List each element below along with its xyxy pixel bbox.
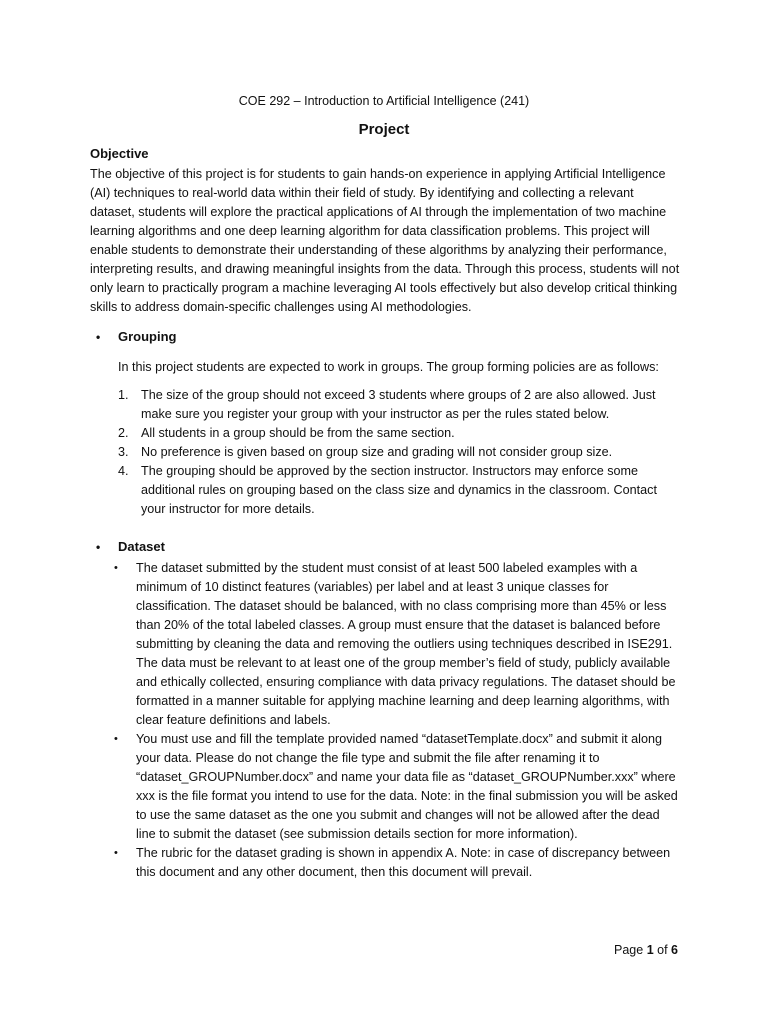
current-page: 1: [646, 943, 654, 957]
grouping-heading: [96, 329, 177, 344]
list-number: 2.: [118, 426, 129, 440]
list-item-text: The rubric for the dataset grading is shown in appendix A. Note: in case of discrepancy between this document and any other document, then this document will prevail.: [136, 846, 671, 879]
list-item-text: The size of the group should not exceed 3 students where groups of 2 are also allowed. Just make sure you register your group with your instructor as per the rules stated below.: [141, 388, 656, 421]
list-item-text: The dataset submitted by the student must consist of at least 500 labeled examples with a minimum of 10 distinct features (variables) per label and at least 3 unique classes for classification. The dataset should be balanced, with no class comprising more than 45% or less than 20% of the total labeled classes. A group must ensure that the dataset is balanced before submitting by cleaning the data and removing the outliers using techniques described in ISE291. The data must be relevant to at least one of the group member’s field of study, publicly available and ethically collected, ensuring compliance with data privacy regulations. The dataset should be formatted in a manner suitable for applying machine learning and deep learning algorithms, with clear feature definitions and labels.: [136, 561, 676, 727]
page-label: Page: [614, 943, 644, 957]
list-item-text: You must use and fill the template provided named “datasetTemplate.docx” and submit it along your data. Please do not change the file type and submit the file after renaming it to “dataset_GROUPNumber.docx” and name your data file as “dataset_GROUPNumber.xxx” where xxx is the file format you intend to use for the data. Note: in the final submission you will be asked to use the same dataset as the one you submit and changes will not be allowed after the dead line to submit the dataset (see submission details section for more information).: [136, 732, 678, 841]
list-number: 1.: [118, 388, 129, 402]
dataset-heading: [96, 539, 165, 554]
list-item: [118, 462, 678, 519]
grouping-rules-list: [118, 386, 678, 519]
document-title: Project: [358, 121, 410, 138]
bullet-icon: •: [114, 847, 118, 859]
grouping-intro: In this project students are expected to work in groups. The group forming policies are as follows:: [118, 360, 659, 374]
list-item-text: All students in a group should be from the same section.: [141, 426, 455, 440]
list-item: [112, 730, 682, 844]
dataset-heading-label: Dataset: [118, 539, 165, 554]
objective-heading: Objective: [90, 146, 149, 161]
list-item: [118, 386, 678, 424]
total-pages: 6: [671, 943, 678, 957]
list-item-text: No preference is given based on group size and grading will not consider group size.: [141, 445, 613, 459]
bullet-icon: •: [114, 562, 118, 574]
list-item: [118, 443, 678, 462]
of-label: of: [657, 943, 668, 957]
objective-paragraph: The objective of this project is for students to gain hands-on experience in applying Artificial Intelligence (AI) techniques to real-world data within their field of study. By identifying and collecting a relevant dataset, students will explore the practical applications of AI through the implementation of two machine learning algorithms and one deep learning algorithm for data classification problems. This project will enable students to demonstrate their understanding of these algorithms by analyzing their performance, interpreting results, and drawing meaningful insights from the data. Through this process, students will not only learn to practically program a machine leveraging AI tools effectively but also develop critical thinking skills to address domain-specific challenges using AI methodologies.: [90, 167, 680, 314]
list-item-text: The grouping should be approved by the section instructor. Instructors may enforce some additional rules on grouping based on the class size and dynamics in the classroom. Contact your instructor for more details.: [141, 464, 657, 516]
course-title: COE 292 – Introduction to Artificial Intelligence (241): [238, 94, 530, 108]
list-number: 3.: [118, 445, 129, 459]
grouping-heading-label: Grouping: [118, 329, 177, 344]
list-item: [118, 424, 678, 443]
bullet-icon: •: [114, 733, 118, 745]
list-item: [112, 844, 682, 882]
list-number: 4.: [118, 464, 129, 478]
bullet-icon: •: [96, 330, 101, 344]
page-number: [614, 943, 678, 957]
bullet-icon: •: [96, 540, 101, 554]
list-item: [112, 559, 682, 730]
dataset-requirements-list: [112, 559, 682, 882]
